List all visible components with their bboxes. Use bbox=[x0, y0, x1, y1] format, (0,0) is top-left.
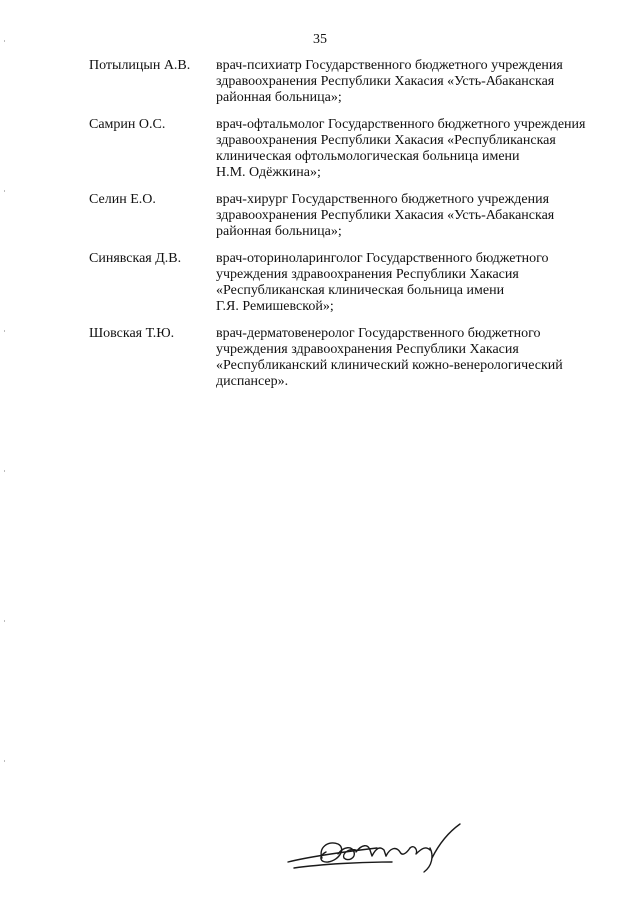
scan-margin-artifact bbox=[4, 0, 6, 905]
list-item bbox=[89, 192, 589, 240]
member-name: Самрин О.С. bbox=[89, 117, 166, 132]
list-item bbox=[89, 117, 589, 181]
member-position: врач-психиатр Государственного бюджетного учреждения здравоохранения Республики Хакасия «Усть-Абаканская районная больница»; bbox=[216, 58, 563, 105]
member-list bbox=[89, 58, 589, 401]
page-number: 35 bbox=[313, 32, 327, 47]
handwritten-signature-icon bbox=[282, 818, 472, 878]
list-item bbox=[89, 58, 589, 106]
member-position: врач-оториноларинголог Государственного бюджетного учреждения здравоохранения Республики Хакасия «Республиканская клиническая больница имени Г.Я. Ремишевской»; bbox=[216, 251, 549, 314]
member-name: Синявская Д.В. bbox=[89, 251, 182, 266]
member-position: врач-офтальмолог Государственного бюджетного учреждения здравоохранения Республики Хакасия «Республиканская клиническая офтольмологическая больница имени Н.М. Одёжкина»; bbox=[216, 117, 586, 180]
list-item bbox=[89, 251, 589, 315]
member-name: Селин Е.О. bbox=[89, 192, 156, 207]
list-item bbox=[89, 326, 589, 390]
member-name: Потылицын А.В. bbox=[89, 58, 191, 73]
member-position: врач-хирург Государственного бюджетного учреждения здравоохранения Республики Хакасия «Усть-Абаканская районная больница»; bbox=[216, 192, 555, 239]
member-position: врач-дерматовенеролог Государственного бюджетного учреждения здравоохранения Республики Хакасия «Республиканский клинический кожно-венерологический диспансер». bbox=[216, 326, 563, 389]
member-name: Шовская Т.Ю. bbox=[89, 326, 175, 341]
